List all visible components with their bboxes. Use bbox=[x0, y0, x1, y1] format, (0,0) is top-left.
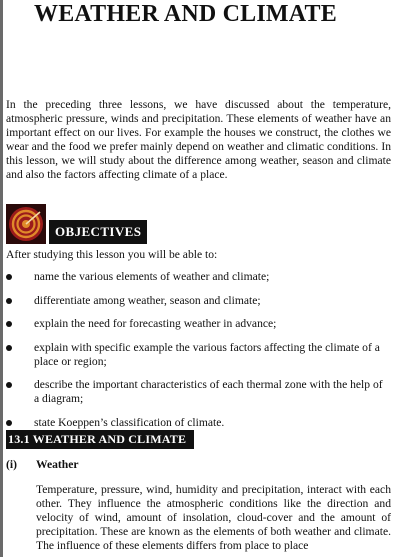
list-item bbox=[6, 294, 390, 308]
list-item bbox=[6, 341, 390, 369]
section-heading: 13.1 WEATHER AND CLIMATE bbox=[6, 430, 194, 449]
list-item bbox=[6, 416, 390, 430]
bullet-icon bbox=[6, 274, 12, 280]
objective-text: name the various elements of weather and climate; bbox=[34, 270, 270, 283]
objective-text: explain with specific example the various factors affecting the climate of a place or region; bbox=[34, 340, 380, 368]
weather-paragraph: Temperature, pressure, wind, humidity and precipitation, interact with each other. They influence the atmospheric conditions like the direction and velocity of wind, amount of insolation, cloud-cover and the amount of precipitation. These are known as the elements of both weather and climate. The influence of these elements differs from place to place bbox=[36, 483, 391, 552]
objectives-intro: After studying this lesson you will be able to: bbox=[6, 248, 218, 261]
objectives-list bbox=[6, 270, 390, 440]
list-item bbox=[6, 270, 390, 284]
objective-text: state Koeppen’s classification of climate. bbox=[34, 415, 225, 429]
objectives-label: OBJECTIVES bbox=[49, 220, 147, 244]
subsection-number: (i) bbox=[6, 458, 17, 471]
objective-text: explain the need for forecasting weather in advance; bbox=[34, 317, 277, 331]
left-margin-rule bbox=[0, 0, 3, 557]
bullet-icon bbox=[6, 298, 12, 304]
target-icon bbox=[6, 204, 46, 244]
list-item bbox=[6, 378, 390, 406]
intro-paragraph: In the preceding three lessons, we have discussed about the temperature, atmospheric pressure, winds and precipitation. These elements of weather have an important effect on our lives. For example the houses we construct, the clothes we wear and the food we prefer mainly depend on weather and climatic conditions. In this lesson, we will study about the difference among weather, season and climate and also the factors affecting climate of a place. bbox=[6, 98, 391, 181]
page-title: WEATHER AND CLIMATE bbox=[34, 1, 337, 27]
bullet-icon bbox=[6, 345, 12, 351]
subsection-title: Weather bbox=[36, 458, 79, 471]
bullet-icon bbox=[6, 420, 12, 426]
objective-text: differentiate among weather, season and climate; bbox=[34, 293, 261, 307]
bullet-icon bbox=[6, 321, 12, 327]
objective-text: describe the important characteristics of each thermal zone with the help of a diagram; bbox=[34, 378, 383, 406]
bullet-icon bbox=[6, 382, 12, 388]
list-item bbox=[6, 317, 390, 331]
objectives-header bbox=[6, 204, 306, 246]
